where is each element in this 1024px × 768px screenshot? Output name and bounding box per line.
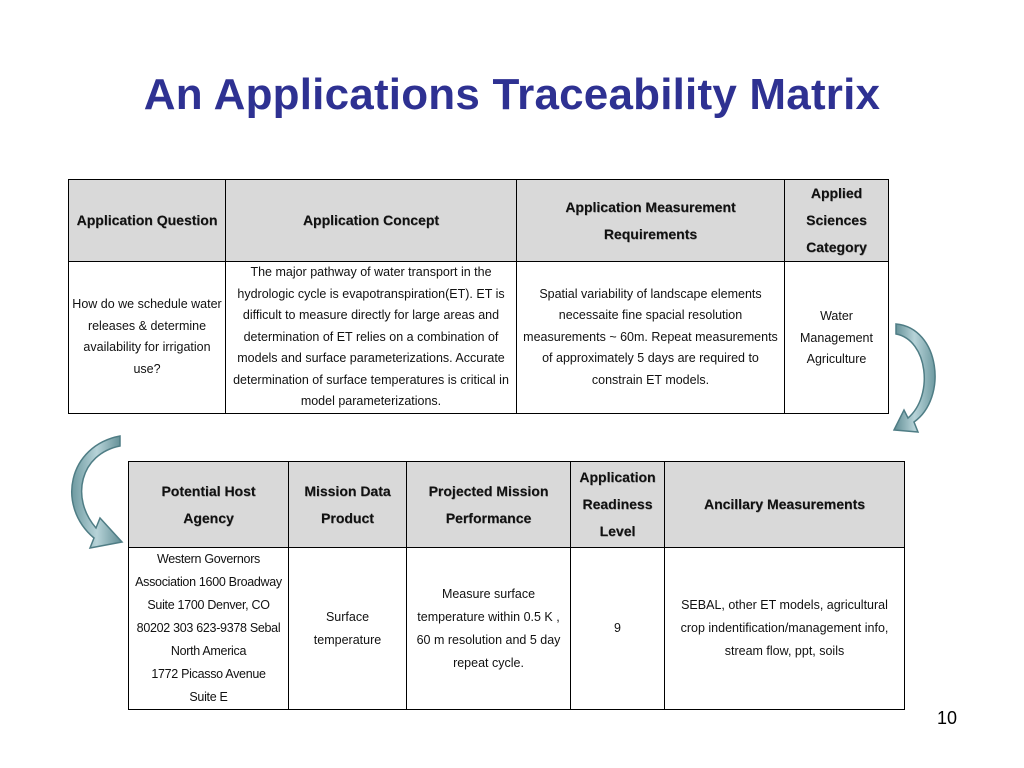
table-row (69, 262, 889, 414)
traceability-table-application (68, 179, 889, 414)
cell-ancillary-measurements: SEBAL, other ET models, agricultural crop indentification/management info, stream flow, ppt, soils (665, 548, 905, 710)
header-ancillary-measurements: Ancillary Measurements (665, 462, 905, 548)
header-mission-data-product: Mission Data Product (289, 462, 407, 548)
cell-application-concept: The major pathway of water transport in the hydrologic cycle is evapotranspiration(ET). ET is difficult to measure directly for large areas and determination of ET relies on a combination of models and surface parameterizations. Accurate determination of surface temperatures is critical in model parameterizations. (226, 262, 517, 414)
header-application-concept: Application Concept (226, 180, 517, 262)
cell-mission-data-product: Surface temperature (289, 548, 407, 710)
header-potential-host-agency: Potential Host Agency (129, 462, 289, 548)
cell-applied-sciences-category (785, 262, 889, 414)
cell-projected-mission-performance: Measure surface temperature within 0.5 K , 60 m resolution and 5 day repeat cycle. (407, 548, 571, 710)
curved-arrow-left-icon (62, 432, 128, 556)
cell-potential-host-agency (129, 548, 289, 710)
host-agency-line: 1772 Picasso Avenue (151, 667, 266, 681)
table-header-row (69, 180, 889, 262)
header-application-question: Application Question (69, 180, 226, 262)
header-applied-sciences-category: Applied Sciences Category (785, 180, 889, 262)
category-line: Management (800, 330, 873, 345)
slide-title: An Applications Traceability Matrix (143, 70, 881, 119)
traceability-table-mission (128, 461, 905, 710)
category-line: Agriculture (806, 352, 867, 366)
header-application-readiness-level: Application Readiness Level (571, 462, 665, 548)
header-measurement-requirements: Application Measurement Requirements (517, 180, 785, 262)
page-number: 10 (937, 708, 958, 728)
table-row (129, 548, 905, 710)
cell-application-readiness-level: 9 (571, 548, 665, 710)
category-line: Water (820, 309, 853, 323)
cell-application-question: How do we schedule water releases & determine availability for irrigation use? (69, 262, 226, 414)
curved-arrow-right-icon (888, 318, 948, 446)
cell-measurement-requirements: Spatial variability of landscape elements necessaite fine spacial resolution measurements ~ 60m. Repeat measurements of approximately 5 days are required to constrain ET models. (517, 262, 785, 414)
table-header-row (129, 462, 905, 548)
host-agency-line: Suite E (189, 690, 228, 704)
host-agency-line: Western Governors Association 1600 Broadway Suite 1700 Denver, CO 80202 303 623-9378 Sebal North America (135, 552, 282, 658)
header-projected-mission-performance: Projected Mission Performance (407, 462, 571, 548)
